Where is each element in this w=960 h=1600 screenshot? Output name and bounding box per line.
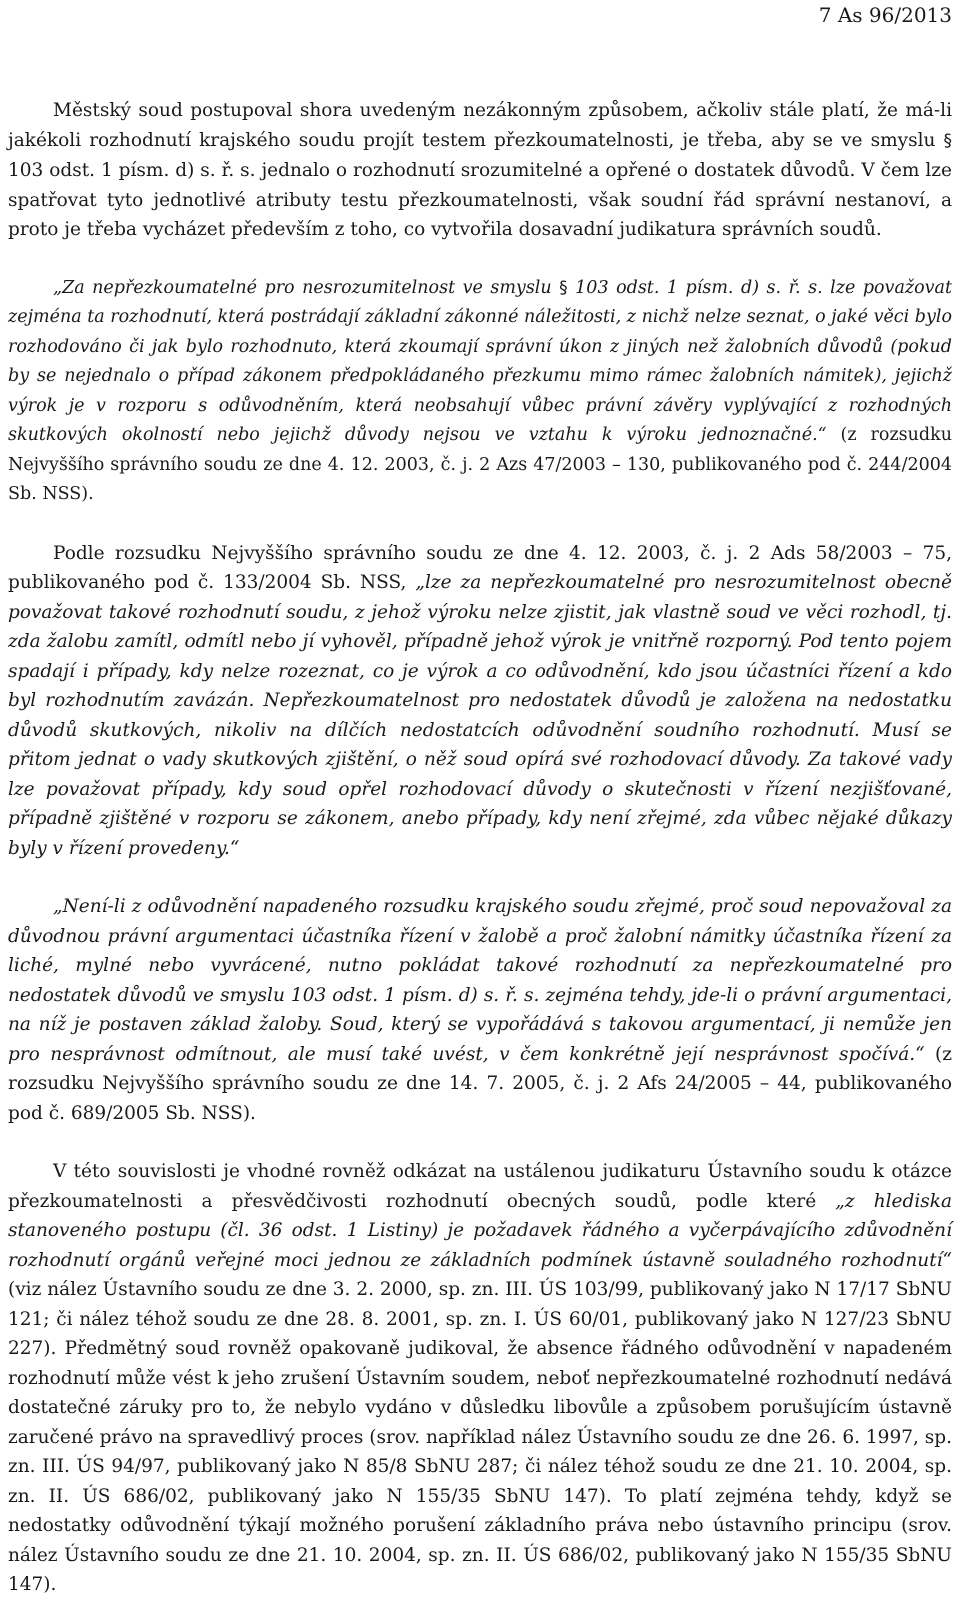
page-header-case-number: 7 As 96/2013 — [818, 3, 952, 27]
section-sign: § — [943, 130, 952, 151]
quoted-text: „lze za nepřezkoumatelné pro nesrozumitelnost obecně považovat takové rozhodnutí soudu, z jehož výroku nelze zjistit, jak vlastně soud ve věci rozhodl, tj. zda žalobu zamítl, odmítl nebo jí vyhověl, případně jehož výrok je vnitřně rozporný. Pod tento pojem spadají i případy, kdy nelze rozeznat, co je výrok a co odůvodnění, kdo jsou účastníci řízení a kdo byl rozhodnutím zavázán. Nepřezkoumatelnost pro nedostatek důvodů je založena na nedostatku důvodů skutkových, nikoliv na dílčích nedostatcích odůvodnění soudního rozhodnutí. Musí se přitom jednat o vady skutkových zjištění, o něž soud opírá své rozhodovací důvody. Za takové vady lze považovat případy, kdy soud opřel rozhodovací důvody o skutečnosti v řízení nezjišťované, případně zjištěné v rozporu se zákonem, anebo případy, kdy není zřejmé, zda vůbec nějaké důkazy byly v řízení provedeny.“ — [8, 572, 952, 859]
text-segment: (viz nález Ústavního soudu ze dne 3. 2. 2000, sp. zn. III. ÚS 103/99, publikovaný jako N 17/17 SbNU 121; či nález téhož soudu ze dne 28. 8. 2001, sp. zn. I. ÚS 60/01, publikovaný jako N 127/23 SbNU 227). Předmětný soud rovněž opakovaně judikoval, že absence řádného odůvodnění v napadeném rozhodnutí může vést k jeho zrušení Ústavním soudem, neboť nepřezkoumatelné rozhodnutí nedává dostatečné záruky pro to, že nebylo vydáno v důsledku libovůle a způsobem porušujícím ústavně zaručené právo na spravedlivý proces (srov. například nález Ústavního soudu ze dne 26. 6. 1997, sp. zn. III. ÚS 94/97, publikovaný jako N 85/8 SbNU 287; či nález téhož soudu ze dne 21. 10. 2004, sp. zn. II. ÚS 686/02, publikovaný jako N 155/35 SbNU 147). To platí zejména tehdy, když se nedostatky odůvodnění týkají možného porušení základního práva nebo ústavního principu (srov. nález Ústavního soudu ze dne 21. 10. 2004, sp. zn. II. ÚS 686/02, publikovaný jako N 155/35 SbNU 147). — [8, 1279, 952, 1595]
citation: (z rozsudku Nejvyššího správního soudu ze dne 14. 7. 2005, č. j. 2 Afs 24/2005 – 44, publikovaného pod č. 689/2005 Sb. NSS). — [8, 1043, 952, 1124]
text-segment: 103 odst. 1 písm. d) s. ř. s. jednalo o rozhodnutí srozumitelné a opřené o dostatek důvodů. V čem lze spatřovat tyto jednotlivé atributy testu přezkoumatelnosti, však soudní řád správní nestanoví, a proto je třeba vycházet především z toho, co vytvořila dosavadní judikatura správních soudů. — [8, 160, 952, 240]
section-sign: § — [559, 277, 568, 298]
text-segment: V této souvislosti je vhodné rovněž odkázat na ustálenou judikaturu Ústavního soudu k otázce přezkoumatelnosti a přesvědčivosti rozhodnutí obecných soudů, podle které — [8, 1161, 952, 1212]
quoted-text: „Není-li z odůvodnění napadeného rozsudku krajského soudu zřejmé, proč soud nepovažoval za důvodnou právní argumentaci účastníka řízení v žalobě a proč žalobní námitky účastníka řízení za liché, mylné nebo vyvrácené, nutno pokládat takové rozhodnutí za nepřezkoumatelné pro nedostatek důvodů ve smyslu 103 odst. 1 písm. d) s. ř. s. zejména tehdy, jde-li o právní argumentaci, na níž je postaven základ žaloby. Soud, který se vypořádává s takovou argumentací, ji nemůže jen pro nesprávnost odmítnout, ale musí také uvést, v čem konkrétně její nesprávnost spočívá.“ — [8, 896, 952, 1065]
paragraph-4-quote — [8, 892, 952, 1128]
quoted-text: 103 odst. 1 písm. d) s. ř. s. lze považovat zejména ta rozhodnutí, která postrádají základní zákonné náležitosti, z nichž nelze seznat, o jaké věci bylo rozhodováno či jak bylo rozhodnuto, která zkoumají správní úkon z jiných než žalobních důvodů (pokud by se nejednalo o případ zákonem předpokládaného přezkumu mimo rámec žalobních námitek), jejichž výrok je v rozporu s odůvodněním, která neobsahují vůbec právní závěry vyplývající z rozhodných skutkových okolností nebo jejichž důvody nejsou ve vztahu k výroku jednoznačné.“ — [8, 277, 952, 445]
quoted-text: „Za nepřezkoumatelné pro nesrozumitelnost ve smyslu — [53, 277, 560, 298]
document-body — [8, 96, 952, 1600]
citation: (z rozsudku Nejvyššího správního soudu ze dne 4. 12. 2003, č. j. 2 Azs 47/2003 – 130, publikovaného pod č. 244/2004 Sb. NSS). — [8, 425, 952, 504]
quoted-text: „z hlediska stanoveného postupu (čl. 36 odst. 1 Listiny) je požadavek řádného a vyčerpávajícího zdůvodnění rozhodnutí orgánů veřejné moci jednou ze základních podmínek ústavně souladného rozhodnutí“ — [8, 1190, 952, 1271]
paragraph-5 — [8, 1157, 952, 1600]
paragraph-1 — [8, 96, 952, 245]
paragraph-3 — [8, 539, 952, 864]
text-segment: Podle rozsudku Nejvyššího správního soudu ze dne 4. 12. 2003, č. j. 2 Ads 58/2003 – 75, publikovaného pod č. 133/2004 Sb. NSS, — [8, 542, 952, 593]
text-segment: Městský soud postupoval shora uvedeným nezákonným způsobem, ačkoliv stále platí, že má-li jakékoli rozhodnutí krajského soudu projít testem přezkoumatelnosti, je třeba, aby se ve smyslu — [8, 100, 952, 151]
paragraph-2-quote — [8, 274, 952, 510]
